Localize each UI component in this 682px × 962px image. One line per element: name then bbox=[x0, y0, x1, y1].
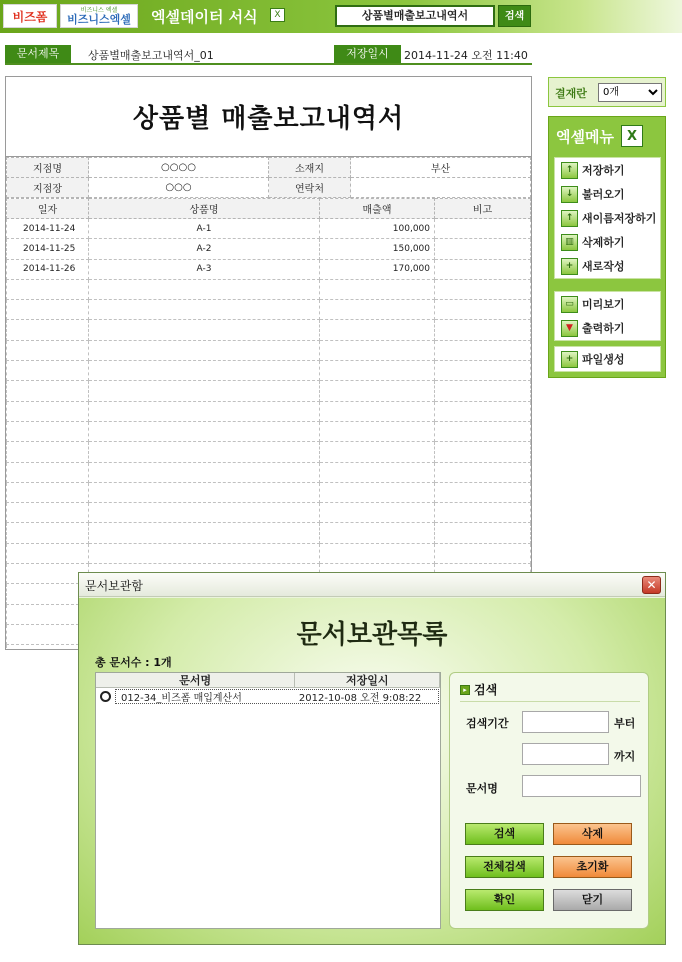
menu-preview[interactable] bbox=[555, 292, 660, 316]
menu-new[interactable] bbox=[555, 254, 660, 278]
table-row[interactable] bbox=[7, 320, 531, 340]
excel-icon: X bbox=[270, 8, 285, 22]
app-title: 엑셀데이터 서식 bbox=[151, 8, 258, 26]
open-icon: ↓ bbox=[561, 186, 578, 203]
table-row[interactable] bbox=[7, 239, 531, 259]
print-icon: ▼ bbox=[561, 320, 578, 337]
arrow-icon: ▸ bbox=[460, 685, 470, 695]
cell-amount[interactable] bbox=[320, 340, 435, 360]
cell-date[interactable]: 2014-11-24 bbox=[7, 219, 89, 239]
cell-product[interactable] bbox=[89, 482, 320, 502]
cell-amount[interactable] bbox=[320, 300, 435, 320]
logo-tagline: 비즈니스 엑셀 bbox=[80, 6, 118, 14]
divider bbox=[460, 701, 640, 702]
menu-file-create[interactable] bbox=[555, 347, 660, 371]
from-suffix-label: 부터 bbox=[614, 717, 636, 730]
cell-date[interactable] bbox=[7, 543, 89, 563]
search-to-date-input[interactable] bbox=[522, 743, 609, 765]
top-search-button[interactable]: 검색 bbox=[498, 5, 531, 27]
contact-label: 연락처 bbox=[269, 178, 351, 198]
cell-note[interactable] bbox=[435, 482, 531, 502]
search-panel-title bbox=[460, 681, 497, 698]
bizform-logo-text: 비즈폼 bbox=[12, 9, 48, 24]
column-header-date: 일자 bbox=[7, 199, 89, 219]
cell-product[interactable] bbox=[89, 279, 320, 299]
cell-amount[interactable] bbox=[320, 381, 435, 401]
menu-print-label: 출력하기 bbox=[582, 322, 625, 335]
document-title: 상품별 매출보고내역서 bbox=[6, 77, 531, 157]
cell-note[interactable] bbox=[435, 279, 531, 299]
file-create-icon: + bbox=[561, 351, 578, 368]
cell-date[interactable] bbox=[7, 482, 89, 502]
radio-button[interactable] bbox=[100, 691, 111, 702]
menu-save-as[interactable] bbox=[555, 206, 660, 230]
location-label: 소재지 bbox=[269, 158, 351, 178]
to-suffix-label: 까지 bbox=[614, 750, 636, 763]
cell-date[interactable] bbox=[7, 523, 89, 543]
dialog-titlebar[interactable] bbox=[79, 573, 665, 597]
manager-value[interactable]: ○○○ bbox=[89, 178, 269, 198]
cell-note[interactable] bbox=[435, 523, 531, 543]
docname-label: 문서명 bbox=[466, 782, 498, 795]
cell-note[interactable] bbox=[435, 503, 531, 523]
cell-date[interactable] bbox=[7, 340, 89, 360]
cell-note[interactable] bbox=[435, 543, 531, 563]
search-panel-title-text: 검색 bbox=[474, 683, 498, 697]
cell-date[interactable] bbox=[7, 320, 89, 340]
excel-menu-title: 엑셀메뉴 bbox=[556, 127, 614, 146]
table-row[interactable] bbox=[7, 381, 531, 401]
table-row[interactable] bbox=[7, 421, 531, 441]
cell-amount[interactable] bbox=[320, 523, 435, 543]
menu-file-create-label: 파일생성 bbox=[582, 353, 625, 366]
table-row[interactable] bbox=[7, 503, 531, 523]
cell-date[interactable] bbox=[7, 401, 89, 421]
table-row[interactable] bbox=[7, 259, 531, 279]
cell-date[interactable] bbox=[7, 604, 89, 624]
column-header-product: 상품명 bbox=[89, 199, 320, 219]
menu-print[interactable] bbox=[555, 316, 660, 340]
saved-time-label: 저장일시 bbox=[334, 45, 401, 63]
cell-date[interactable] bbox=[7, 361, 89, 381]
document-list[interactable] bbox=[95, 672, 441, 929]
cell-date[interactable] bbox=[7, 564, 89, 584]
cell-note[interactable] bbox=[435, 340, 531, 360]
top-search-input[interactable]: 상품별매출보고내역서 bbox=[335, 5, 495, 27]
cell-date[interactable] bbox=[7, 279, 89, 299]
table-row[interactable] bbox=[7, 442, 531, 462]
list-item-name: 012-34_비즈폼 매입계산서 bbox=[121, 693, 242, 704]
menu-preview-label: 미리보기 bbox=[582, 298, 625, 311]
bizform-logo[interactable] bbox=[3, 4, 57, 28]
menu-group-export bbox=[554, 346, 661, 372]
cell-note[interactable] bbox=[435, 259, 531, 279]
menu-delete[interactable] bbox=[555, 230, 660, 254]
menu-new-label: 새로작성 bbox=[582, 260, 625, 273]
top-header bbox=[0, 0, 682, 33]
location-value[interactable]: 부산 bbox=[351, 158, 531, 178]
cell-amount[interactable]: 170,000 bbox=[320, 259, 435, 279]
excel-menu-header bbox=[549, 117, 665, 155]
cell-date[interactable] bbox=[7, 503, 89, 523]
menu-group-print bbox=[554, 291, 661, 341]
doc-title-value: 상품별매출보고내역서_01 bbox=[88, 49, 214, 62]
list-item-date: 2012-10-08 오전 9:08:22 bbox=[298, 693, 422, 704]
table-row[interactable] bbox=[7, 543, 531, 563]
dialog-body bbox=[79, 598, 665, 944]
docname-input[interactable] bbox=[522, 775, 641, 797]
cell-product[interactable]: A-1 bbox=[89, 219, 320, 239]
cell-note[interactable] bbox=[435, 361, 531, 381]
table-row[interactable] bbox=[7, 482, 531, 502]
search-all-button[interactable]: 전체검색 bbox=[465, 856, 544, 878]
document-info-bar bbox=[5, 45, 532, 65]
table-row[interactable] bbox=[7, 340, 531, 360]
menu-save-as-label: 새이름저장하기 bbox=[582, 212, 657, 225]
cell-amount[interactable] bbox=[320, 442, 435, 462]
document-list-header bbox=[96, 673, 440, 688]
cell-date[interactable]: 2014-11-26 bbox=[7, 259, 89, 279]
dialog-heading: 문서보관목록 bbox=[296, 620, 448, 650]
approval-count-select[interactable] bbox=[598, 83, 662, 102]
menu-delete-label: 삭제하기 bbox=[582, 236, 625, 249]
table-row[interactable] bbox=[7, 462, 531, 482]
cell-product[interactable] bbox=[89, 361, 320, 381]
contact-value[interactable] bbox=[351, 178, 531, 198]
cell-date[interactable]: 2014-11-25 bbox=[7, 239, 89, 259]
cell-date[interactable] bbox=[7, 300, 89, 320]
cell-note[interactable] bbox=[435, 421, 531, 441]
menu-open-label: 불러오기 bbox=[582, 188, 625, 201]
list-item[interactable] bbox=[96, 688, 440, 705]
excel-icon: X bbox=[621, 125, 643, 147]
cell-product[interactable] bbox=[89, 381, 320, 401]
cell-amount[interactable] bbox=[320, 401, 435, 421]
cell-product[interactable]: A-3 bbox=[89, 259, 320, 279]
cell-note[interactable] bbox=[435, 442, 531, 462]
cell-amount[interactable] bbox=[320, 503, 435, 523]
cell-product[interactable]: A-2 bbox=[89, 239, 320, 259]
save-as-icon: ↑ bbox=[561, 210, 578, 227]
approval-label: 결재란 bbox=[555, 87, 587, 100]
cell-note[interactable] bbox=[435, 320, 531, 340]
cell-product[interactable] bbox=[89, 421, 320, 441]
cell-amount[interactable] bbox=[320, 421, 435, 441]
new-document-icon: + bbox=[561, 258, 578, 275]
cell-product[interactable] bbox=[89, 462, 320, 482]
menu-open[interactable] bbox=[555, 182, 660, 206]
cell-product[interactable] bbox=[89, 300, 320, 320]
cell-amount[interactable] bbox=[320, 320, 435, 340]
search-panel bbox=[449, 672, 649, 929]
manager-label: 지점장 bbox=[7, 178, 89, 198]
table-row[interactable] bbox=[7, 300, 531, 320]
cell-amount[interactable]: 150,000 bbox=[320, 239, 435, 259]
cell-note[interactable] bbox=[435, 219, 531, 239]
search-from-date-input[interactable] bbox=[522, 711, 609, 733]
cell-date[interactable] bbox=[7, 645, 89, 650]
document-storage-dialog bbox=[78, 572, 666, 945]
approval-panel bbox=[548, 77, 666, 107]
cell-product[interactable] bbox=[89, 543, 320, 563]
branch-label: 지점명 bbox=[7, 158, 89, 178]
cell-product[interactable] bbox=[89, 503, 320, 523]
table-row[interactable] bbox=[7, 401, 531, 421]
close-button[interactable]: 닫기 bbox=[553, 889, 632, 911]
cell-date[interactable] bbox=[7, 421, 89, 441]
cell-amount[interactable] bbox=[320, 361, 435, 381]
saved-time-value: 2014-11-24 오전 11:40 bbox=[404, 49, 528, 62]
logo-text: 비즈니스엑셀 bbox=[67, 12, 131, 26]
search-period-label: 검색기간 bbox=[466, 717, 509, 730]
cell-amount[interactable] bbox=[320, 482, 435, 502]
close-icon[interactable]: ✕ bbox=[642, 576, 661, 594]
cell-product[interactable] bbox=[89, 523, 320, 543]
list-header-date[interactable]: 저장일시 bbox=[295, 673, 440, 687]
excel-menu bbox=[548, 116, 666, 378]
preview-icon: ▭ bbox=[561, 296, 578, 313]
column-header-note: 비고 bbox=[435, 199, 531, 219]
ok-button[interactable]: 확인 bbox=[465, 889, 544, 911]
cell-amount[interactable] bbox=[320, 462, 435, 482]
doc-title-label: 문서제목 bbox=[5, 45, 71, 63]
cell-note[interactable] bbox=[435, 300, 531, 320]
save-icon: ↑ bbox=[561, 162, 578, 179]
dialog-window-title: 문서보관함 bbox=[85, 579, 143, 593]
cell-amount[interactable] bbox=[320, 279, 435, 299]
cell-note[interactable] bbox=[435, 401, 531, 421]
table-row[interactable] bbox=[7, 523, 531, 543]
cell-product[interactable] bbox=[89, 320, 320, 340]
table-row[interactable] bbox=[7, 279, 531, 299]
branch-value[interactable]: ○○○○ bbox=[89, 158, 269, 178]
cell-date[interactable] bbox=[7, 381, 89, 401]
table-row[interactable] bbox=[7, 361, 531, 381]
reset-button[interactable]: 초기화 bbox=[553, 856, 632, 878]
trash-icon: ▥ bbox=[561, 234, 578, 251]
cell-amount[interactable] bbox=[320, 543, 435, 563]
column-header-amount: 매출액 bbox=[320, 199, 435, 219]
menu-save-label: 저장하기 bbox=[582, 164, 625, 177]
menu-group-file bbox=[554, 157, 661, 279]
cell-date[interactable] bbox=[7, 624, 89, 644]
document-count: 총 문서수 : 1개 bbox=[95, 656, 172, 669]
cell-date[interactable] bbox=[7, 462, 89, 482]
cell-date[interactable] bbox=[7, 442, 89, 462]
list-item-selection[interactable] bbox=[115, 689, 439, 704]
menu-save[interactable] bbox=[555, 158, 660, 182]
cell-product[interactable] bbox=[89, 401, 320, 421]
cell-product[interactable] bbox=[89, 442, 320, 462]
document-sheet[interactable] bbox=[5, 76, 532, 650]
cell-note[interactable] bbox=[435, 462, 531, 482]
delete-button[interactable]: 삭제 bbox=[553, 823, 632, 845]
cell-date[interactable] bbox=[7, 584, 89, 604]
cell-amount[interactable]: 100,000 bbox=[320, 219, 435, 239]
cell-note[interactable] bbox=[435, 381, 531, 401]
search-button[interactable]: 검색 bbox=[465, 823, 544, 845]
bizness-excel-logo[interactable] bbox=[60, 4, 138, 28]
header-form bbox=[6, 157, 531, 198]
list-header-name[interactable]: 문서명 bbox=[96, 673, 295, 687]
cell-product[interactable] bbox=[89, 340, 320, 360]
table-row[interactable] bbox=[7, 219, 531, 239]
cell-note[interactable] bbox=[435, 239, 531, 259]
